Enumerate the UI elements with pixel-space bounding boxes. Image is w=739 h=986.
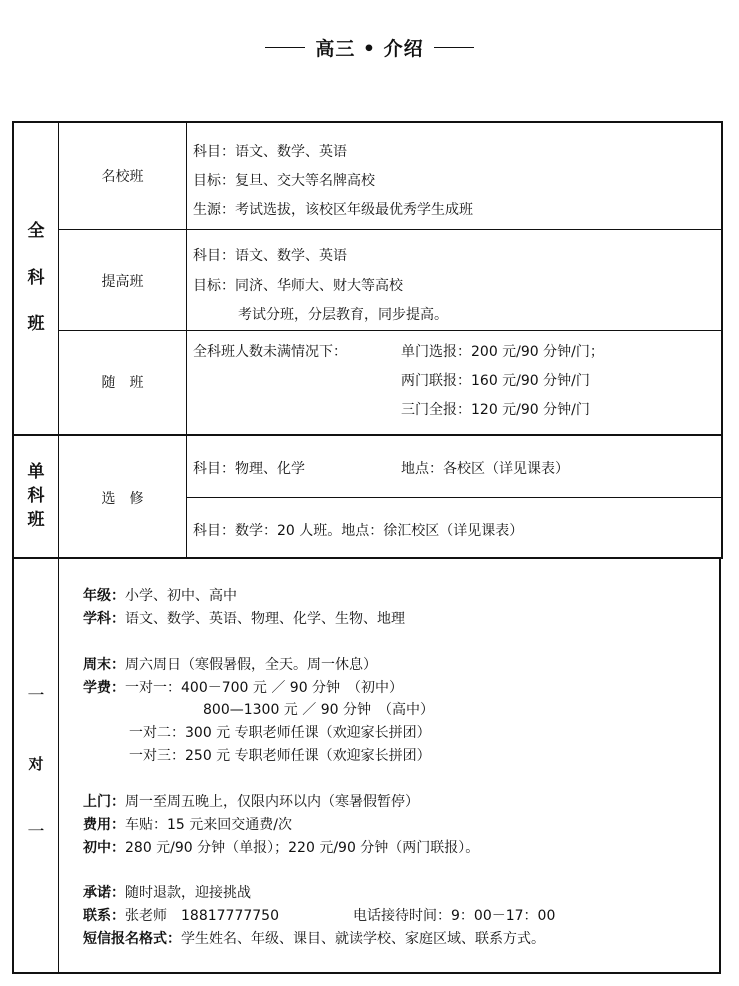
title-rule-left [265, 47, 305, 48]
sms-row [83, 928, 545, 948]
fee-line-2: 800—1300 元 ／ 90 分钟 （高中） [203, 702, 434, 718]
class-name-elite: 名校班 [101, 169, 144, 185]
visit-row [83, 791, 419, 811]
sms-value: 学生姓名、年级、课目、就读学校、家庭区域、联系方式。 [181, 931, 545, 947]
title-rule-right [434, 47, 474, 48]
grade-row [83, 585, 237, 605]
page-title: 高三 • 介绍 [315, 38, 424, 60]
weekend-row [83, 654, 377, 674]
class-name-elective: 选 修 [101, 491, 144, 507]
one-on-one-label-1: 一 [27, 686, 45, 706]
advanced-line-2: 目标：同济、华师大、财大等高校 [193, 278, 403, 294]
advanced-line-1: 科目：语文、数学、英语 [193, 248, 347, 264]
elite-line-3: 生源：考试选拔，该校区年级最优秀学生成班 [193, 202, 473, 218]
grade-value: 小学、初中、高中 [125, 588, 237, 604]
divider-h1 [59, 229, 722, 230]
subject-row [83, 608, 405, 628]
cost-row [83, 814, 292, 834]
visit-value: 周一至周五晚上，仅限内环以内（寒暑假暂停） [125, 794, 419, 810]
grade-label: 年级： [83, 588, 125, 604]
visit-label: 上门： [83, 794, 125, 810]
divider-v5 [58, 558, 59, 973]
middle-row [83, 837, 479, 857]
full-subject-label-3: 班 [27, 314, 45, 334]
weekend-label: 周末： [83, 657, 125, 673]
contact-label: 联系： [83, 908, 125, 924]
class-name-advanced: 提高班 [101, 274, 144, 290]
fee-row-1 [83, 677, 403, 697]
single-subject-label-1: 单 [27, 462, 45, 482]
join-price-2: 两门联报：160 元/90 分钟/门 [401, 373, 590, 389]
divider-v2 [186, 122, 187, 435]
page-title-wrapper [0, 34, 739, 61]
elective-row1-subject: 科目：物理、化学 [193, 461, 305, 477]
divider-h2 [59, 330, 722, 331]
divider-h3 [187, 497, 722, 498]
elite-line-1: 科目：语文、数学、英语 [193, 144, 347, 160]
fee-label: 学费： [83, 680, 125, 696]
full-subject-label-2: 科 [27, 268, 45, 288]
contact-value: 张老师 18817777750 [125, 908, 279, 924]
single-subject-label-3: 班 [27, 510, 45, 530]
cost-value: 车贴：15 元来回交通费/次 [125, 817, 292, 833]
sms-label: 短信报名格式： [83, 931, 181, 947]
elective-row1-location: 地点：各校区（详见课表） [401, 461, 569, 477]
elite-line-2: 目标：复旦、交大等名牌高校 [193, 173, 375, 189]
promise-label: 承诺： [83, 885, 125, 901]
one-on-one-label-3: 一 [27, 822, 45, 842]
fee-line-3: 一对二：300 元 专职老师任课（欢迎家长拼团） [129, 725, 431, 741]
fee-line-4: 一对三：250 元 专职老师任课（欢迎家长拼团） [129, 748, 431, 764]
elective-row2: 科目：数学：20 人班。地点：徐汇校区（详见课表） [193, 523, 524, 539]
contact-row [83, 905, 279, 925]
middle-label: 初中： [83, 840, 125, 856]
fee-line-1: 一对一：400－700 元 ／ 90 分钟 （初中） [125, 680, 404, 696]
subject-value: 语文、数学、英语、物理、化学、生物、地理 [125, 611, 405, 627]
promise-row [83, 882, 251, 902]
join-price-1: 单门选报：200 元/90 分钟/门； [401, 344, 604, 360]
reception-hours: 电话接待时间：9：00－17：00 [353, 908, 556, 924]
join-intro: 全科班人数未满情况下： [193, 344, 347, 360]
weekend-value: 周六周日（寒假暑假，全天。周一休息） [125, 657, 377, 673]
subject-label: 学科： [83, 611, 125, 627]
join-price-3: 三门全报：120 元/90 分钟/门 [401, 402, 590, 418]
class-name-join: 随 班 [101, 375, 144, 391]
cost-label: 费用： [83, 817, 125, 833]
single-subject-label-2: 科 [27, 486, 45, 506]
one-on-one-label-2: 对 [28, 755, 44, 773]
promise-value: 随时退款，迎接挑战 [125, 885, 251, 901]
full-subject-label-1: 全 [27, 221, 45, 241]
middle-value: 280 元/90 分钟（单报）；220 元/90 分钟（两门联报）。 [125, 840, 480, 856]
advanced-line-3: 考试分班，分层教育，同步提高。 [238, 307, 448, 323]
